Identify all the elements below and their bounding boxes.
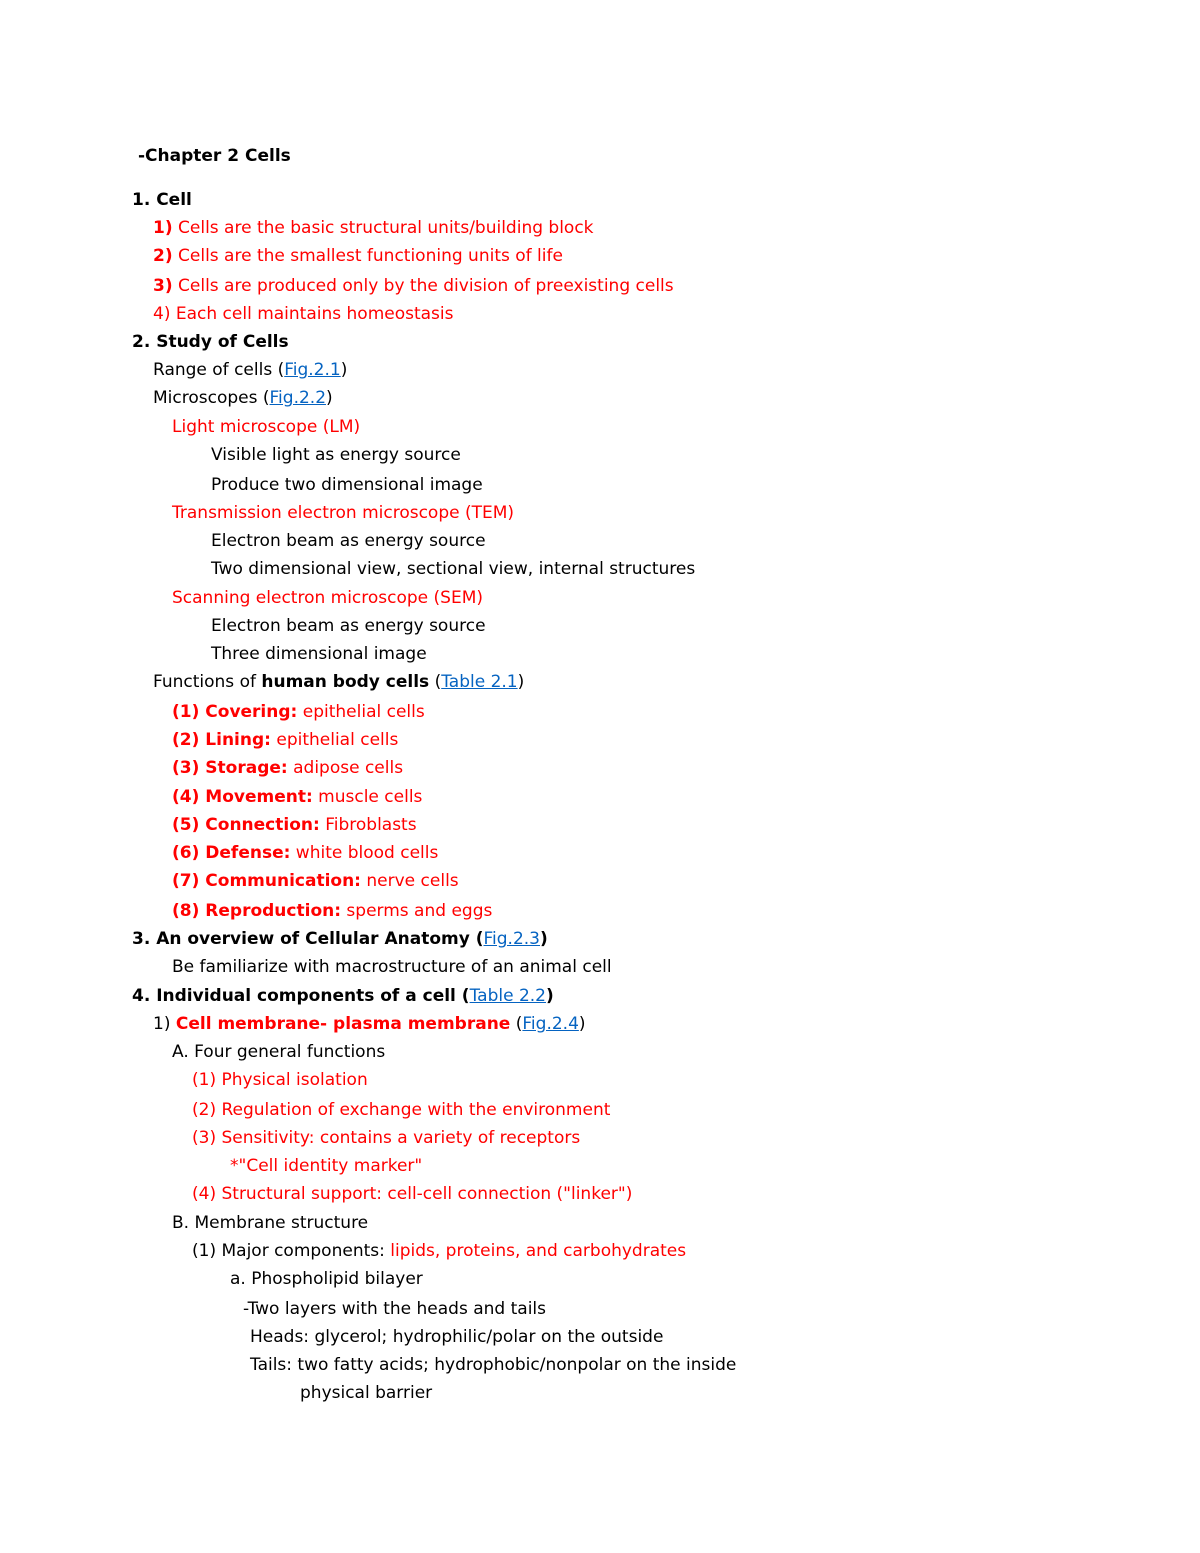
section-4-heading [132, 985, 554, 1007]
function-item [172, 814, 417, 836]
function-text: epithelial cells [270, 730, 399, 750]
function-label: (7) Communication: [172, 871, 361, 891]
cell-fact-3-num: 3) [153, 276, 173, 296]
range-pre: Range of cells ( [153, 360, 285, 380]
fig-2-2-link[interactable]: Fig.2.2 [269, 388, 327, 408]
function-label: (8) Reproduction: [172, 901, 342, 921]
cell-fact-4-text: Each cell maintains homeostasis [170, 304, 454, 324]
membrane-name: Cell membrane- plasma membrane [175, 1014, 511, 1034]
membrane-function-4: (4) Structural support: cell-cell connection ("linker") [192, 1184, 633, 1204]
sem-detail-1: Electron beam as energy source [211, 616, 486, 636]
membrane-structure-heading: B. Membrane structure [172, 1213, 369, 1233]
doc-title: -Chapter 2 Cells [138, 146, 291, 166]
section-4-post: ) [545, 986, 554, 1006]
table-2-2-link[interactable]: Table 2.2 [469, 986, 546, 1006]
range-of-cells [153, 359, 347, 381]
function-text: sperms and eggs [341, 901, 493, 921]
cell-fact-3 [153, 275, 674, 297]
cell-fact-1-num: 1) [153, 218, 173, 238]
tem-detail-1: Electron beam as energy source [211, 531, 486, 551]
major-components-list: lipids, proteins, and carbohydrates [390, 1241, 687, 1261]
cell-fact-2-text: Cells are the smallest functioning units of life [172, 246, 563, 266]
microscopes [153, 387, 333, 409]
section-3-body: Be familiarize with macrostructure of an animal cell [172, 957, 612, 977]
tem-heading: Transmission electron microscope (TEM) [172, 503, 515, 523]
lm-detail-2: Produce two dimensional image [211, 475, 483, 495]
sem-detail-2: Three dimensional image [211, 644, 427, 664]
function-item [172, 729, 398, 751]
membrane-function-2: (2) Regulation of exchange with the environment [192, 1100, 611, 1120]
tem-detail-2: Two dimensional view, sectional view, internal structures [211, 559, 696, 579]
function-item [172, 842, 438, 864]
function-label: (1) Covering: [172, 702, 298, 722]
function-label: (3) Storage: [172, 758, 288, 778]
functions-mid: ( [429, 672, 442, 692]
function-item [172, 757, 403, 779]
fig-2-3-link[interactable]: Fig.2.3 [483, 929, 540, 949]
function-text: nerve cells [360, 871, 459, 891]
range-post: ) [340, 360, 348, 380]
sem-heading: Scanning electron microscope (SEM) [172, 588, 484, 608]
function-text: muscle cells [312, 787, 423, 807]
function-text: adipose cells [287, 758, 404, 778]
membrane-num: 1) [153, 1014, 176, 1034]
cell-fact-2 [153, 245, 563, 267]
section-3-heading [132, 928, 548, 950]
cell-fact-2-num: 2) [153, 246, 173, 266]
section-3-title: 3. An overview of Cellular Anatomy ( [132, 929, 484, 949]
functions-bold: human body cells [261, 672, 430, 692]
function-label: (5) Connection: [172, 815, 320, 835]
function-label: (4) Movement: [172, 787, 313, 807]
function-text: Fibroblasts [319, 815, 417, 835]
membrane-function-3: (3) Sensitivity: contains a variety of receptors [192, 1128, 581, 1148]
general-functions-heading: A. Four general functions [172, 1042, 386, 1062]
cell-fact-4-num: 4) [153, 304, 171, 324]
cell-identity-note: *"Cell identity marker" [230, 1156, 423, 1176]
cell-fact-4 [153, 303, 454, 325]
major-components [192, 1240, 686, 1262]
function-text: epithelial cells [297, 702, 425, 722]
bilayer-detail: -Two layers with the heads and tails [243, 1299, 547, 1319]
cell-fact-1 [153, 217, 594, 239]
microscopes-post: ) [326, 388, 333, 408]
section-3-post: ) [540, 929, 548, 949]
membrane-mid: ( [510, 1014, 523, 1034]
fig-2-4-link[interactable]: Fig.2.4 [522, 1014, 579, 1034]
function-item [172, 786, 422, 808]
function-label: (2) Lining: [172, 730, 271, 750]
lm-heading: Light microscope (LM) [172, 417, 361, 437]
microscopes-pre: Microscopes ( [153, 388, 270, 408]
functions-pre: Functions of [153, 672, 262, 692]
membrane-post: ) [578, 1014, 586, 1034]
cell-membrane-heading [153, 1013, 586, 1035]
function-item [172, 870, 459, 892]
function-label: (6) Defense: [172, 843, 291, 863]
functions-post: ) [517, 672, 525, 692]
lm-detail-1: Visible light as energy source [211, 445, 461, 465]
section-4-title: 4. Individual components of a cell ( [132, 986, 470, 1006]
cell-fact-1-text: Cells are the basic structural units/building block [172, 218, 594, 238]
bilayer-detail: Tails: two fatty acids; hydrophobic/nonpolar on the inside [250, 1355, 737, 1375]
section-1-heading: 1. Cell [132, 190, 192, 210]
bilayer-detail: Heads: glycerol; hydrophilic/polar on the outside [250, 1327, 664, 1347]
section-2-heading: 2. Study of Cells [132, 332, 289, 352]
physical-barrier: physical barrier [300, 1383, 433, 1403]
table-2-1-link[interactable]: Table 2.1 [441, 672, 518, 692]
membrane-function-1: (1) Physical isolation [192, 1070, 368, 1090]
phospholipid-bilayer: a. Phospholipid bilayer [230, 1269, 423, 1289]
function-item [172, 701, 425, 723]
cell-fact-3-text: Cells are produced only by the division of preexisting cells [172, 276, 674, 296]
functions-heading [153, 671, 524, 693]
major-components-pre: (1) Major components: [192, 1241, 391, 1261]
function-item [172, 900, 492, 922]
function-text: white blood cells [290, 843, 439, 863]
fig-2-1-link[interactable]: Fig.2.1 [284, 360, 341, 380]
